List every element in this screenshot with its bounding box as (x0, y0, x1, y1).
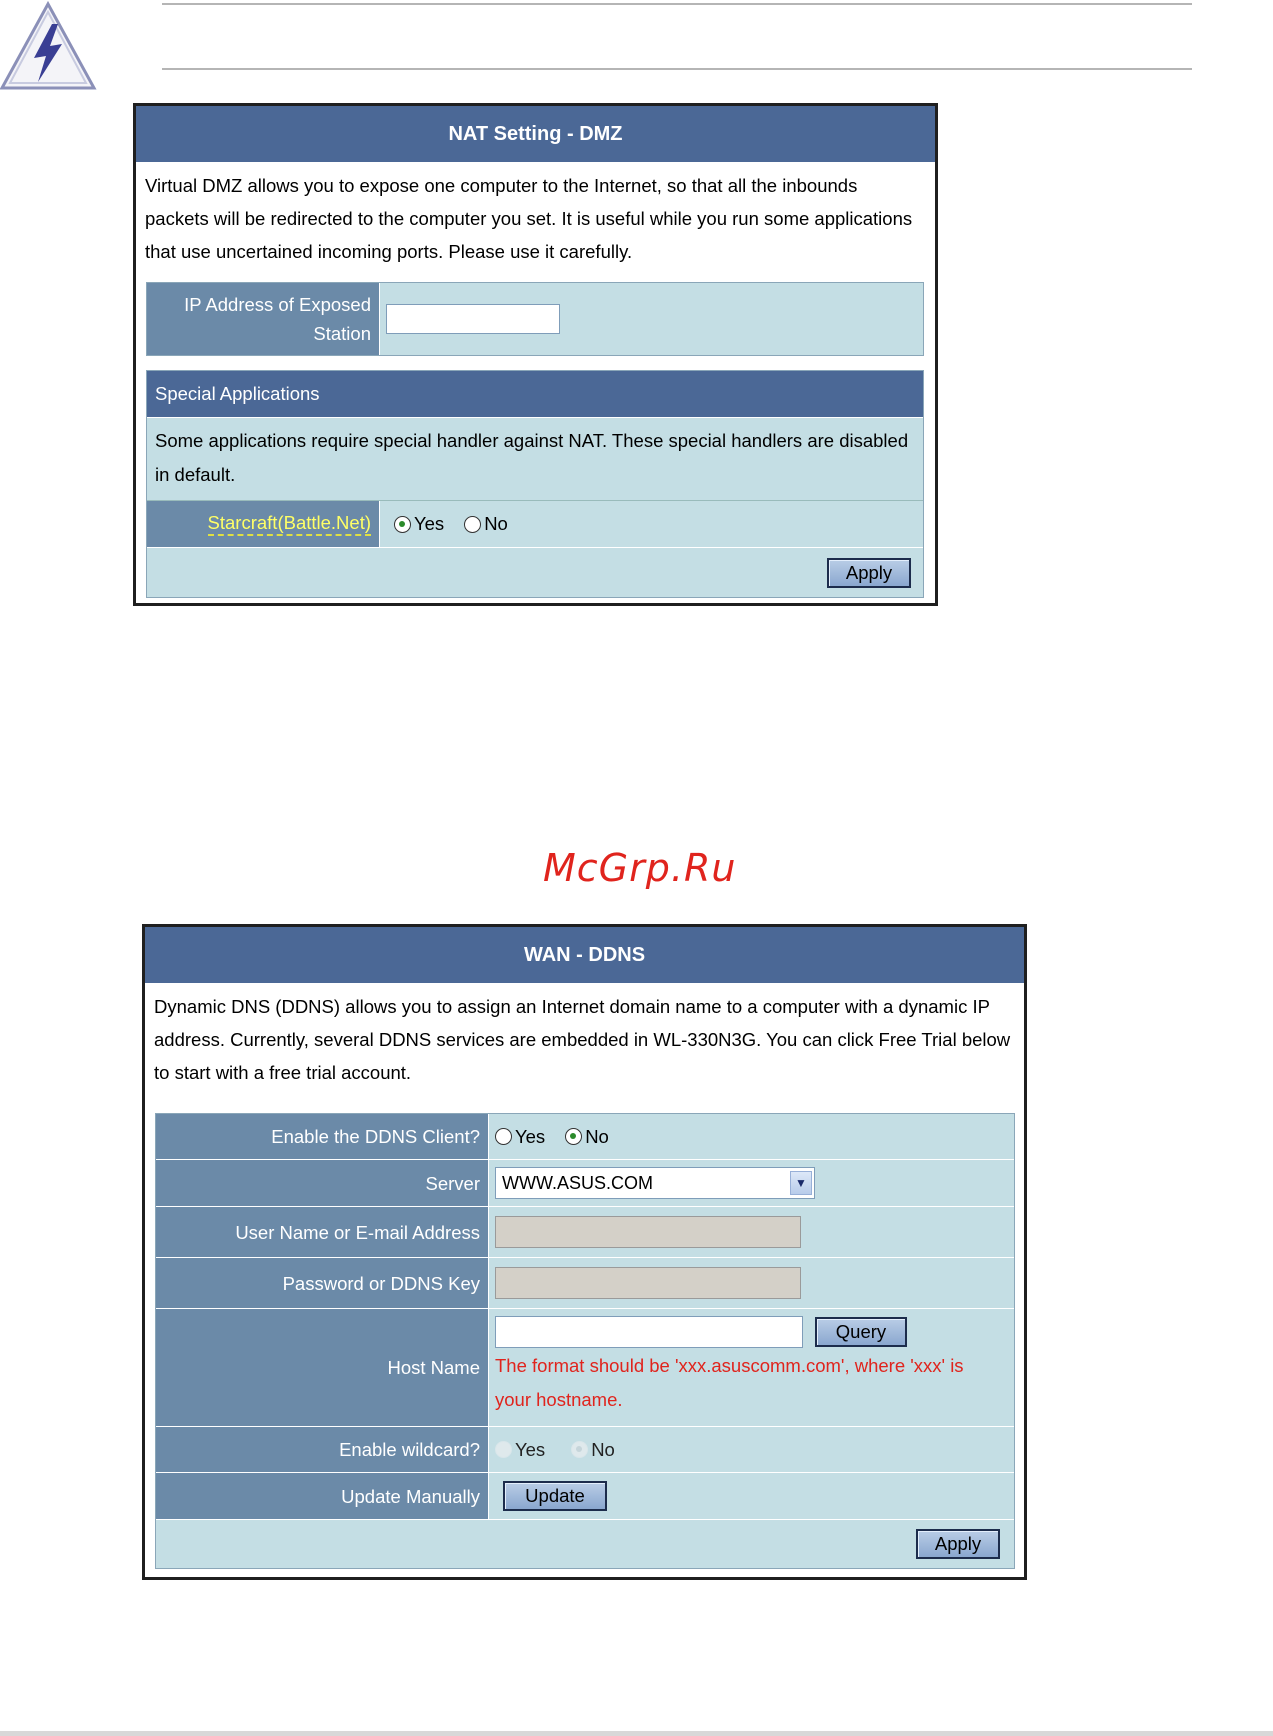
special-applications-description: Some applications require special handler against NAT. These special handlers are disabled in default. (147, 418, 923, 501)
enable-yes-label: Yes (515, 1125, 546, 1147)
apply-row (147, 548, 923, 598)
username-input[interactable] (495, 1216, 801, 1248)
server-select[interactable] (495, 1167, 815, 1199)
starcraft-row (147, 501, 923, 548)
radio-disabled-selected-icon[interactable] (571, 1441, 588, 1458)
enable-ddns-row (156, 1114, 1014, 1160)
ddns-settings-table (155, 1113, 1015, 1569)
watermark: McGrp.Ru (543, 846, 737, 890)
exposed-station-ip-input[interactable] (386, 304, 560, 334)
ip-label-line1: IP Address of Exposed (184, 294, 371, 315)
wan-ddns-panel (142, 924, 1027, 1580)
server-row (156, 1160, 1014, 1207)
starcraft-yes-option[interactable] (394, 513, 444, 535)
ip-address-label (147, 283, 380, 355)
starcraft-no-option[interactable] (464, 513, 508, 535)
wildcard-label: Enable wildcard? (156, 1427, 489, 1472)
divider-bottom (162, 68, 1192, 70)
special-applications-title: Special Applications (147, 371, 923, 418)
hostname-row (156, 1309, 1014, 1427)
special-applications-section (146, 370, 924, 598)
radio-selected-icon[interactable] (565, 1128, 582, 1145)
chevron-down-icon[interactable]: ▼ (790, 1171, 812, 1195)
wildcard-yes-label: Yes (515, 1438, 546, 1460)
panel-title: WAN - DDNS (145, 927, 1024, 983)
enable-ddns-label: Enable the DDNS Client? (156, 1114, 489, 1159)
update-manually-label: Update Manually (156, 1473, 489, 1519)
panel-title: NAT Setting - DMZ (136, 106, 935, 162)
nat-dmz-panel (133, 103, 938, 606)
enable-ddns-yes-option[interactable] (495, 1126, 545, 1148)
hostname-label: Host Name (156, 1309, 489, 1426)
wildcard-no-option[interactable] (571, 1439, 615, 1461)
radio-unselected-icon[interactable] (464, 516, 481, 533)
wildcard-yes-option[interactable] (495, 1439, 545, 1461)
warning-lightning-icon (0, 0, 100, 96)
starcraft-no-label: No (484, 513, 508, 534)
ddns-description: Dynamic DNS (DDNS) allows you to assign an Internet domain name to a computer with a dynamic IP address. Currently, several DDNS services are embedded in WL-330N3G. You can click Free Trial below to start with a free trial account. (154, 996, 1011, 1083)
starcraft-help-link[interactable]: Starcraft(Battle.Net) (208, 512, 371, 536)
ddns-apply-button[interactable]: Apply (916, 1529, 1000, 1559)
query-button[interactable]: Query (815, 1317, 907, 1347)
dmz-apply-button[interactable]: Apply (827, 558, 911, 588)
radio-selected-icon[interactable] (394, 516, 411, 533)
ip-label-line2: Station (313, 323, 371, 344)
ip-address-row (146, 282, 924, 356)
apply-row (156, 1520, 1014, 1568)
hostname-input[interactable] (495, 1316, 803, 1348)
username-label: User Name or E-mail Address (156, 1207, 489, 1257)
server-selected-value: WWW.ASUS.COM (502, 1172, 653, 1193)
wildcard-no-label: No (591, 1438, 615, 1460)
wildcard-row (156, 1427, 1014, 1473)
enable-no-label: No (585, 1125, 609, 1147)
password-input[interactable] (495, 1267, 801, 1299)
password-row (156, 1258, 1014, 1309)
dmz-description: Virtual DMZ allows you to expose one computer to the Internet, so that all the inbounds packets will be redirected to the computer you set. It is useful while you run some applications that use uncertained incoming ports. Please use it carefully. (145, 175, 913, 262)
update-manually-row (156, 1473, 1014, 1520)
update-button[interactable]: Update (503, 1481, 607, 1511)
radio-unselected-icon[interactable] (495, 1128, 512, 1145)
hostname-format-hint: The format should be 'xxx.asuscomm.com', where 'xxx' is your hostname. (495, 1355, 964, 1410)
divider-top (162, 3, 1192, 5)
server-label: Server (156, 1160, 489, 1206)
starcraft-yes-label: Yes (414, 513, 445, 534)
enable-ddns-no-option[interactable] (565, 1126, 609, 1148)
radio-disabled-icon[interactable] (495, 1441, 512, 1458)
password-label: Password or DDNS Key (156, 1258, 489, 1308)
page-footer-bar (0, 1731, 1273, 1736)
username-row (156, 1207, 1014, 1258)
